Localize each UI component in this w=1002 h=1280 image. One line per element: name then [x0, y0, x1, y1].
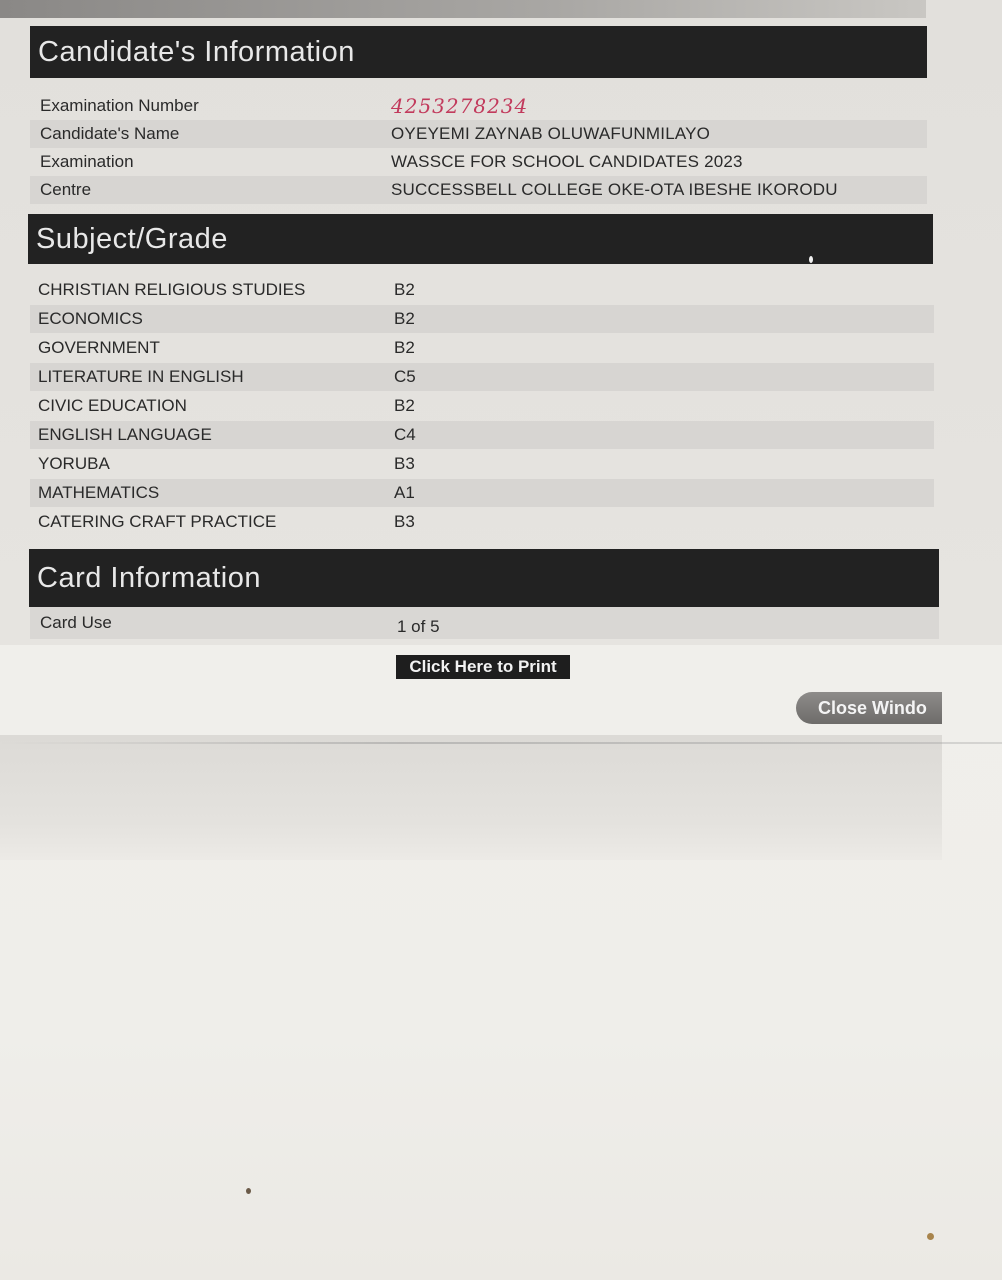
examination-value: WASSCE FOR SCHOOL CANDIDATES 2023 [391, 152, 743, 171]
centre-value: SUCCESSBELL COLLEGE OKE-OTA IBESHE IKORODU [391, 180, 838, 199]
print-button[interactable]: Click Here to Print [396, 655, 570, 679]
subject-grade: A1 [394, 483, 415, 502]
paper-speck [809, 256, 813, 263]
subject-row [30, 508, 934, 536]
subject-row [30, 363, 934, 391]
subject-name: LITERATURE IN ENGLISH [38, 367, 244, 386]
subject-grade: B3 [394, 454, 415, 473]
subject-grade: B2 [394, 309, 415, 328]
paper-fold [0, 742, 1002, 744]
subject-row [30, 421, 934, 449]
exam-number-value: 4253278234 [391, 94, 529, 118]
candidate-name-value: OYEYEMI ZAYNAB OLUWAFUNMILAYO [391, 124, 711, 143]
examination-label: Examination [40, 152, 134, 171]
paper-speck [927, 1233, 934, 1240]
subject-name: ECONOMICS [38, 309, 143, 328]
subject-grade-header [28, 214, 933, 264]
subject-grade: C4 [394, 425, 416, 444]
gray-band [0, 735, 942, 860]
subject-grade: C5 [394, 367, 416, 386]
subject-row [30, 450, 934, 478]
subject-row [30, 334, 934, 362]
card-info-header [29, 549, 939, 607]
candidate-info-title: Candidate's Information [38, 35, 355, 68]
subject-row [30, 392, 934, 420]
exam-number-label: Examination Number [40, 96, 199, 115]
paper-speck [246, 1188, 251, 1194]
subject-name: MATHEMATICS [38, 483, 160, 502]
candidate-row-name [30, 120, 927, 148]
candidate-row-examination [30, 148, 927, 176]
subject-name: ENGLISH LANGUAGE [38, 425, 212, 444]
card-info-title: Card Information [37, 561, 261, 594]
centre-label: Centre [40, 180, 92, 199]
subject-name: GOVERNMENT [38, 338, 160, 357]
subject-grade-title: Subject/Grade [36, 222, 228, 255]
card-use-value: 1 of 5 [397, 617, 440, 636]
subject-grade: B2 [394, 338, 415, 357]
candidate-row-centre [30, 176, 927, 204]
subject-grade: B2 [394, 280, 415, 299]
candidate-row-exam-number [30, 92, 927, 120]
subject-name: CHRISTIAN RELIGIOUS STUDIES [38, 280, 306, 299]
candidate-name-label: Candidate's Name [40, 124, 180, 143]
subject-grade: B2 [394, 396, 415, 415]
candidate-info-header [30, 26, 927, 78]
card-use-label: Card Use [40, 613, 112, 632]
card-use-row [30, 607, 939, 639]
page-top-edge [0, 0, 926, 18]
close-window-button[interactable]: Close Windo [796, 692, 942, 724]
subject-row [30, 276, 934, 304]
subject-name: YORUBA [38, 454, 110, 473]
subject-row [30, 479, 934, 507]
subject-name: CATERING CRAFT PRACTICE [38, 512, 277, 531]
subject-name: CIVIC EDUCATION [38, 396, 187, 415]
subject-row [30, 305, 934, 333]
subject-grade: B3 [394, 512, 415, 531]
